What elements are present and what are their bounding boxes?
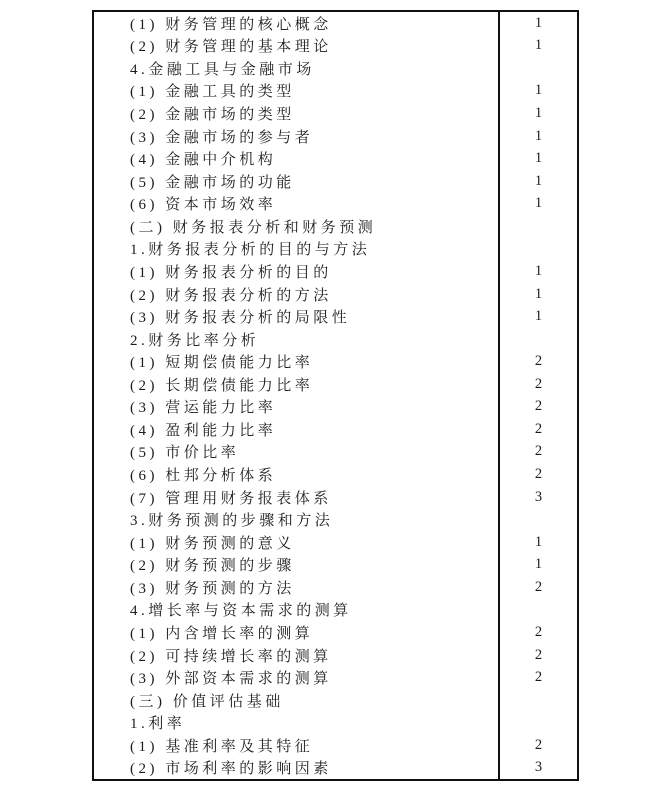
syllabus-row xyxy=(94,599,577,622)
syllabus-row xyxy=(94,170,577,193)
level-cell xyxy=(498,147,577,170)
level-value: 1 xyxy=(534,37,543,54)
level-value: 2 xyxy=(534,443,543,460)
syllabus-row xyxy=(94,666,577,689)
syllabus-row xyxy=(94,80,577,103)
syllabus-row xyxy=(94,328,577,351)
level-cell xyxy=(498,12,577,35)
topic-cell xyxy=(94,193,498,216)
topic-text: (2) 财务管理的基本理论 xyxy=(130,39,332,56)
syllabus-row xyxy=(94,193,577,216)
topic-cell xyxy=(94,80,498,103)
topic-text: (2) 市场利率的影响因素 xyxy=(130,761,332,778)
level-cell xyxy=(498,644,577,667)
topic-cell xyxy=(94,441,498,464)
level-cell xyxy=(498,418,577,441)
topic-cell xyxy=(94,757,498,780)
level-cell xyxy=(498,576,577,599)
topic-cell xyxy=(94,418,498,441)
topic-cell xyxy=(94,463,498,486)
syllabus-row xyxy=(94,531,577,554)
topic-cell xyxy=(94,170,498,193)
level-cell xyxy=(498,193,577,216)
topic-text: (6) 杜邦分析体系 xyxy=(130,468,277,485)
topic-cell xyxy=(94,57,498,80)
topic-cell xyxy=(94,147,498,170)
topic-text: 2.财务比率分析 xyxy=(130,332,260,349)
level-value: 2 xyxy=(534,353,543,370)
level-value: 1 xyxy=(534,127,543,144)
syllabus-row xyxy=(94,305,577,328)
topic-cell xyxy=(94,508,498,531)
syllabus-row xyxy=(94,396,577,419)
level-cell xyxy=(498,689,577,712)
topic-cell xyxy=(94,486,498,509)
topic-text: (二) 财务报表分析和财务预测 xyxy=(130,219,377,236)
topic-text: (2) 财务报表分析的方法 xyxy=(130,287,332,304)
topic-text: 1.利率 xyxy=(130,716,186,733)
topic-text: (6) 资本市场效率 xyxy=(130,197,277,214)
level-value: 2 xyxy=(534,398,543,415)
syllabus-row xyxy=(94,260,577,283)
topic-text: (1) 金融工具的类型 xyxy=(130,84,295,101)
topic-text: 4.增长率与资本需求的测算 xyxy=(130,603,352,620)
level-cell xyxy=(498,350,577,373)
topic-cell xyxy=(94,621,498,644)
level-cell xyxy=(498,486,577,509)
topic-text: (4) 金融中介机构 xyxy=(130,152,277,169)
topic-cell xyxy=(94,644,498,667)
topic-text: 1.财务报表分析的目的与方法 xyxy=(130,242,371,259)
topic-text: (5) 市价比率 xyxy=(130,445,240,462)
level-cell xyxy=(498,125,577,148)
topic-text: (1) 财务报表分析的目的 xyxy=(130,264,332,281)
topic-cell xyxy=(94,125,498,148)
syllabus-row xyxy=(94,238,577,261)
level-value: 1 xyxy=(534,262,543,279)
syllabus-row xyxy=(94,57,577,80)
topic-cell xyxy=(94,599,498,622)
level-cell xyxy=(498,531,577,554)
level-value: 1 xyxy=(534,285,543,302)
topic-cell xyxy=(94,666,498,689)
level-value: 2 xyxy=(534,669,543,686)
level-cell xyxy=(498,238,577,261)
level-cell xyxy=(498,260,577,283)
level-cell xyxy=(498,621,577,644)
level-cell xyxy=(498,463,577,486)
syllabus-row xyxy=(94,757,577,780)
level-cell xyxy=(498,328,577,351)
topic-text: (3) 财务报表分析的局限性 xyxy=(130,310,351,327)
level-value: 2 xyxy=(534,578,543,595)
topic-cell xyxy=(94,328,498,351)
syllabus-row xyxy=(94,350,577,373)
syllabus-row xyxy=(94,283,577,306)
topic-text: (4) 盈利能力比率 xyxy=(130,422,277,439)
topic-cell xyxy=(94,260,498,283)
topic-text: (5) 金融市场的功能 xyxy=(130,174,295,191)
level-value: 1 xyxy=(534,195,543,212)
topic-cell xyxy=(94,215,498,238)
topic-text: (1) 财务预测的意义 xyxy=(130,535,295,552)
syllabus-row xyxy=(94,373,577,396)
level-cell xyxy=(498,102,577,125)
level-value: 1 xyxy=(534,172,543,189)
level-cell xyxy=(498,554,577,577)
level-value: 1 xyxy=(534,105,543,122)
level-cell xyxy=(498,396,577,419)
level-cell xyxy=(498,283,577,306)
syllabus-row xyxy=(94,463,577,486)
syllabus-row xyxy=(94,35,577,58)
level-value: 1 xyxy=(534,82,543,99)
topic-cell xyxy=(94,35,498,58)
syllabus-row xyxy=(94,102,577,125)
topic-text: (2) 金融市场的类型 xyxy=(130,107,295,124)
syllabus-row xyxy=(94,734,577,757)
topic-cell xyxy=(94,283,498,306)
level-value: 1 xyxy=(534,533,543,550)
level-cell xyxy=(498,35,577,58)
syllabus-row xyxy=(94,147,577,170)
topic-cell xyxy=(94,102,498,125)
level-cell xyxy=(498,508,577,531)
topic-text: (1) 内含增长率的测算 xyxy=(130,625,314,642)
topic-text: (3) 金融市场的参与者 xyxy=(130,129,314,146)
level-value: 3 xyxy=(534,759,543,776)
syllabus-row xyxy=(94,621,577,644)
topic-text: 3.财务预测的步骤和方法 xyxy=(130,513,334,530)
syllabus-row xyxy=(94,554,577,577)
level-value: 2 xyxy=(534,646,543,663)
topic-text: (1) 短期偿债能力比率 xyxy=(130,355,314,372)
level-value: 1 xyxy=(534,14,543,31)
topic-cell xyxy=(94,554,498,577)
level-cell xyxy=(498,441,577,464)
level-value: 3 xyxy=(534,488,543,505)
syllabus-row xyxy=(94,125,577,148)
level-cell xyxy=(498,215,577,238)
level-value: 1 xyxy=(534,308,543,325)
level-value: 2 xyxy=(534,466,543,483)
level-cell xyxy=(498,373,577,396)
topic-cell xyxy=(94,350,498,373)
topic-text: (2) 可持续增长率的测算 xyxy=(130,648,332,665)
topic-cell xyxy=(94,396,498,419)
level-cell xyxy=(498,80,577,103)
syllabus-row xyxy=(94,508,577,531)
topic-text: (2) 财务预测的步骤 xyxy=(130,558,295,575)
topic-text: (3) 营运能力比率 xyxy=(130,400,277,417)
syllabus-row xyxy=(94,576,577,599)
topic-cell xyxy=(94,734,498,757)
topic-text: (3) 外部资本需求的测算 xyxy=(130,671,332,688)
topic-text: (三) 价值评估基础 xyxy=(130,693,284,710)
level-cell xyxy=(498,734,577,757)
level-value: 2 xyxy=(534,736,543,753)
syllabus-row xyxy=(94,12,577,35)
topic-cell xyxy=(94,373,498,396)
topic-cell xyxy=(94,531,498,554)
level-value: 2 xyxy=(534,623,543,640)
level-cell xyxy=(498,57,577,80)
topic-cell xyxy=(94,576,498,599)
topic-cell xyxy=(94,12,498,35)
level-value: 2 xyxy=(534,375,543,392)
syllabus-row xyxy=(94,441,577,464)
topic-text: (7) 管理用财务报表体系 xyxy=(130,490,332,507)
syllabus-row xyxy=(94,711,577,734)
topic-cell xyxy=(94,689,498,712)
level-value: 1 xyxy=(534,150,543,167)
topic-text: (1) 基准利率及其特征 xyxy=(130,738,314,755)
level-cell xyxy=(498,711,577,734)
topic-text: (2) 长期偿债能力比率 xyxy=(130,377,314,394)
topic-text: (3) 财务预测的方法 xyxy=(130,580,295,597)
level-cell xyxy=(498,599,577,622)
level-cell xyxy=(498,666,577,689)
topic-text: (1) 财务管理的核心概念 xyxy=(130,16,332,33)
level-cell xyxy=(498,305,577,328)
level-value: 1 xyxy=(534,556,543,573)
level-value: 2 xyxy=(534,420,543,437)
syllabus-row xyxy=(94,418,577,441)
syllabus-row xyxy=(94,689,577,712)
topic-text: 4.金融工具与金融市场 xyxy=(130,61,315,78)
syllabus-row xyxy=(94,644,577,667)
level-cell xyxy=(498,757,577,780)
syllabus-table xyxy=(92,10,579,781)
level-cell xyxy=(498,170,577,193)
topic-cell xyxy=(94,711,498,734)
topic-cell xyxy=(94,238,498,261)
topic-cell xyxy=(94,305,498,328)
syllabus-row xyxy=(94,215,577,238)
syllabus-row xyxy=(94,486,577,509)
